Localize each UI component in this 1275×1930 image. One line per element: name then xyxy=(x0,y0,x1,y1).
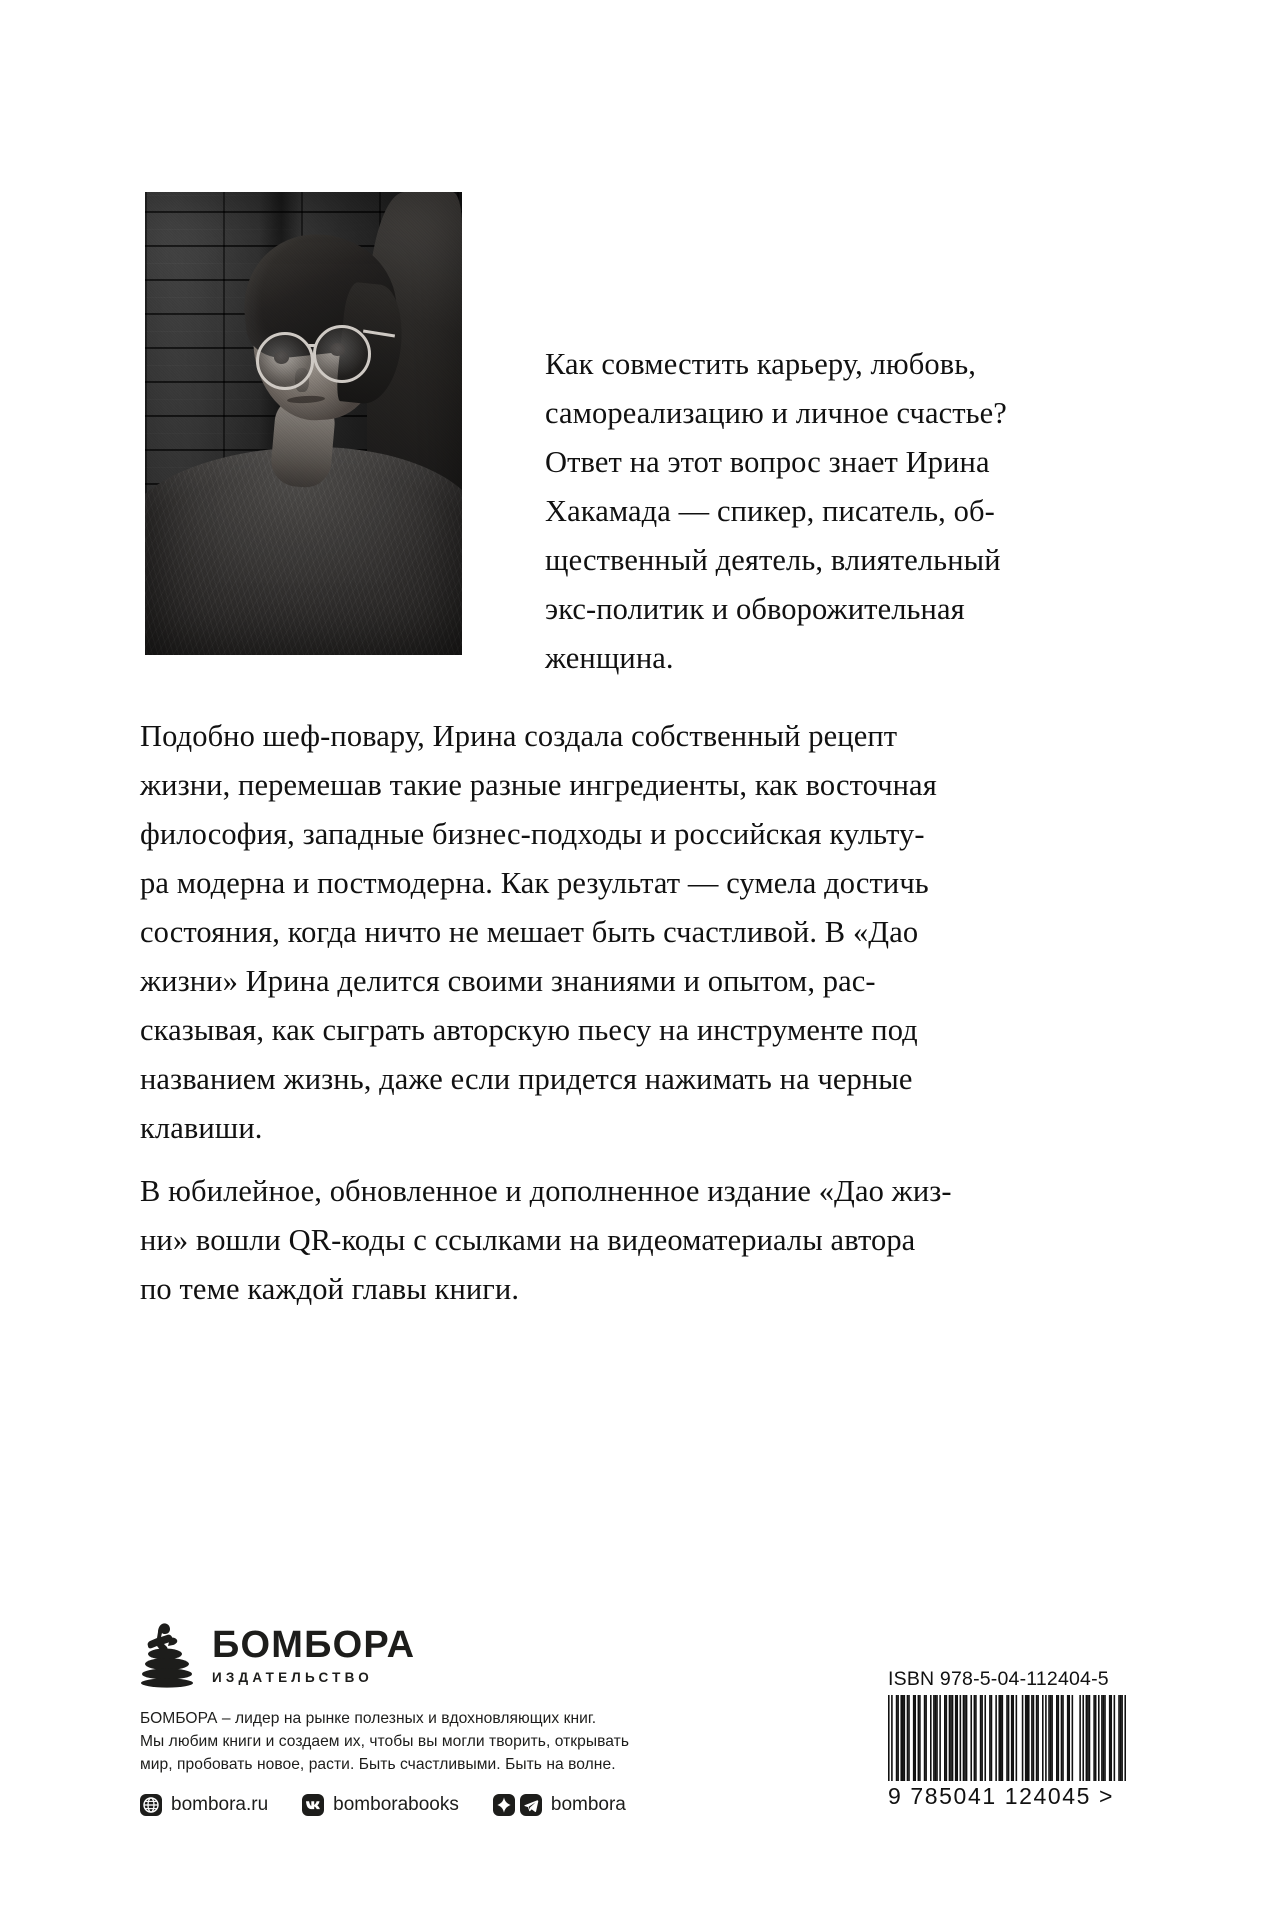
publisher-block xyxy=(140,1620,740,1816)
social-link-website[interactable] xyxy=(140,1794,268,1816)
body-paragraph-recipe xyxy=(140,712,1150,1153)
paragraph-line: жизни» Ирина делится своими знаниями и опытом, рас- xyxy=(140,964,876,998)
sparkle-icon xyxy=(493,1794,515,1816)
social-link-bombora[interactable] xyxy=(493,1794,626,1816)
blurb-line: БОМБОРА – лидер на рынке полезных и вдохновляющих книг. xyxy=(140,1710,597,1727)
paragraph-line: состояния, когда ничто не мешает быть счастливой. В «Дао xyxy=(140,915,919,949)
paragraph-line: ра модерна и постмодерна. Как результат — сумела достичь xyxy=(140,866,929,900)
blurb-line: Мы любим книги и создаем их, чтобы вы могли творить, открывать xyxy=(140,1733,630,1750)
intro-line: щественный деятель, влиятельный xyxy=(545,543,1001,577)
paragraph-line: сказывая, как сыграть авторскую пьесу на инструменте под xyxy=(140,1013,918,1047)
vk-icon xyxy=(302,1794,324,1816)
barcode-image xyxy=(888,1695,1126,1781)
publisher-name: БОМБОРА xyxy=(212,1623,416,1666)
social-icon-group xyxy=(493,1794,542,1816)
photo-vignette xyxy=(145,192,462,655)
paragraph-line: названием жизнь, даже если придется нажимать на черные xyxy=(140,1062,913,1096)
body-paragraph-qr xyxy=(140,1167,1150,1314)
intro-paragraph xyxy=(545,340,1155,683)
social-handle: bombora.ru xyxy=(171,1794,269,1815)
social-handle: bomborabooks xyxy=(333,1794,459,1815)
paragraph-line: ни» вошли QR-коды с ссылками на видеоматериалы автора xyxy=(140,1223,916,1257)
paragraph-line: по теме каждой главы книги. xyxy=(140,1272,520,1306)
bombora-stones-logo-icon xyxy=(140,1622,196,1688)
intro-line: женщина. xyxy=(545,641,674,675)
intro-line: экс-политик и обворожительная xyxy=(545,592,965,626)
intro-line: самореализацию и личное счастье? xyxy=(545,396,1007,430)
paragraph-line: Подобно шеф-повару, Ирина создала собственный рецепт xyxy=(140,719,898,753)
social-icon-group xyxy=(140,1794,162,1816)
globe-icon xyxy=(140,1794,162,1816)
paragraph-line: жизни, перемешав такие разные ингредиенты, как восточная xyxy=(140,768,937,802)
isbn-label: ISBN 978-5-04-112404-5 xyxy=(888,1668,1109,1690)
publisher-logo xyxy=(140,1620,740,1690)
social-links xyxy=(140,1794,740,1816)
publisher-subtitle: ИЗДАТЕЛЬСТВО xyxy=(212,1669,373,1685)
telegram-icon xyxy=(520,1794,542,1816)
intro-line: Как совместить карьеру, любовь, xyxy=(545,347,976,381)
author-photo xyxy=(145,192,462,655)
publisher-blurb xyxy=(140,1707,740,1776)
social-link-vk[interactable] xyxy=(302,1794,459,1816)
social-handle: bombora xyxy=(550,1794,626,1815)
isbn-barcode-block xyxy=(888,1668,1138,1810)
social-icon-group xyxy=(302,1794,324,1816)
paragraph-line: философия, западные бизнес-подходы и российская культу- xyxy=(140,817,925,851)
barcode-digits: 9 785041 124045 > xyxy=(888,1783,1115,1809)
publisher-logo-words xyxy=(212,1623,416,1685)
intro-line: Хакамада — спикер, писатель, об- xyxy=(545,494,995,528)
paragraph-line: клавиши. xyxy=(140,1111,263,1145)
intro-line: Ответ на этот вопрос знает Ирина xyxy=(545,445,990,479)
blurb-line: мир, пробовать новое, расти. Быть счастливыми. Быть на волне. xyxy=(140,1756,616,1773)
paragraph-line: В юбилейное, обновленное и дополненное издание «Дао жиз- xyxy=(140,1174,952,1208)
